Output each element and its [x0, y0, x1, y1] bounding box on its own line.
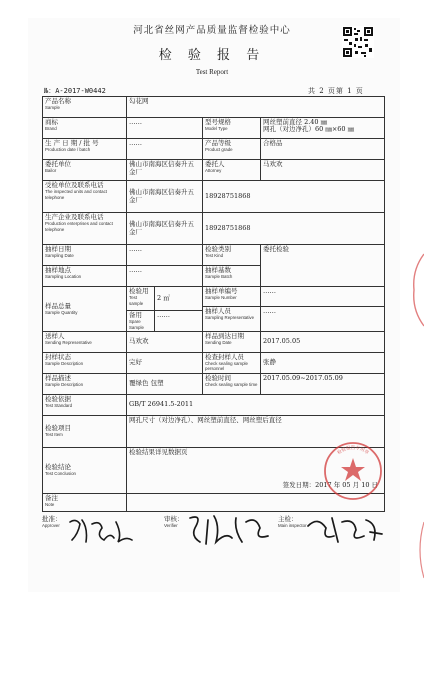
- approver-signature-icon: [66, 514, 146, 546]
- org-name: 河北省丝网产品质量监督检验中心: [133, 25, 291, 36]
- label-cell: 样品到达日期 Sending Date: [203, 331, 261, 352]
- label-cell: 产品名称 Sample: [43, 97, 127, 118]
- label-cell: 检验用 Test sample: [127, 287, 155, 311]
- value-cell: 2017.05.05: [261, 331, 385, 352]
- label-cell: 生产企业及联系电话 Production enterprises and contact telephone: [43, 213, 127, 245]
- table-row: [43, 181, 385, 213]
- value-cell: 网孔尺寸（对边净孔）、网丝塑前直径、网丝塑后直径: [127, 415, 385, 447]
- value-cell: 马欢欢: [261, 160, 385, 181]
- label-cell: 备注 Note: [43, 493, 127, 511]
- value-cell: 2017.05.09~2017.05.09: [261, 373, 385, 394]
- label-cell: 委托单位 Bailor: [43, 160, 127, 181]
- official-seal: [322, 440, 384, 502]
- label-cell: 检验类别 Test Kind: [203, 245, 261, 266]
- value-cell: 佛山市南海区信奏升五金厂: [127, 181, 203, 213]
- table-row: [43, 394, 385, 415]
- table-row: [43, 287, 385, 307]
- value-cell: 佛山市南海区信奏升五金厂: [127, 160, 203, 181]
- report-number: №：A-2017-W0442: [44, 87, 106, 95]
- label-cell: 抽样日期 Sampling Date: [43, 245, 127, 266]
- label-cell: 委托人 Attorney: [203, 160, 261, 181]
- label-cell: 检验项目 Test Item: [43, 415, 127, 447]
- label-cell: 型号规格 Model Type: [203, 118, 261, 139]
- value-cell: 覆绿色 包塑: [127, 373, 203, 394]
- value-cell: ……: [261, 287, 385, 307]
- value-cell: 18928751868: [203, 213, 385, 245]
- value-cell: 张静: [261, 352, 385, 373]
- label-cell: 抽样人员 Sampling Representative: [203, 307, 261, 332]
- value-cell: 委托检验: [261, 245, 385, 287]
- label-cell: 检验时间 Check sealing sample time: [203, 373, 261, 394]
- value-cell: ……: [127, 245, 203, 266]
- main-inspector-signature-icon: [304, 512, 384, 546]
- issue-date: 签发日期：2017 年 05 月 10 日: [282, 481, 379, 490]
- report-title: 检 验 报 告: [158, 48, 266, 63]
- label-cell: 封样状态 Sample Description: [43, 352, 127, 373]
- value-cell: 合格品: [261, 139, 385, 160]
- table-row: [43, 160, 385, 181]
- value-cell: GB/T 26941.5-2011: [127, 394, 385, 415]
- value-cell: 佛山市南海区信奏升五金厂: [127, 213, 203, 245]
- value-cell: 勾花网: [127, 97, 385, 118]
- value-cell: 网丝塑前直径 2.40 ㎜ 网孔（对边净孔）60 ㎜×60 ㎜: [261, 118, 385, 139]
- approver-label: 批准： Approver: [42, 515, 62, 528]
- value-cell: 检验结果详见数据页 签发日期：2017 年 05 月 10 日: [127, 447, 385, 493]
- edge-seal-icon: [414, 520, 424, 580]
- value-cell: 完好: [127, 352, 203, 373]
- perforation-seal-icon: [410, 250, 424, 330]
- value-cell: ……: [155, 311, 203, 332]
- table-row: [43, 373, 385, 394]
- signature-area: [42, 512, 384, 548]
- label-cell: 抽样地点 Sampling Location: [43, 266, 127, 287]
- label-cell: 检验结论 Test Conclusion: [43, 447, 127, 493]
- table-row: [43, 139, 385, 160]
- value-cell: ……: [127, 266, 203, 287]
- value-cell: 2 ㎡: [155, 287, 203, 311]
- label-cell: 检验依据 Test Standard: [43, 394, 127, 415]
- label-cell: 检查封样人员 Check sealing sample personnel: [203, 352, 261, 373]
- label-cell: 受检单位及联系电话 The inspected units and contact telephone: [43, 181, 127, 213]
- value-cell: ……: [261, 307, 385, 332]
- value-cell: 18928751868: [203, 181, 385, 213]
- table-row: [43, 213, 385, 245]
- verifier-label: 审核： Verifier: [164, 515, 184, 528]
- page-count: 共 2 页第 1 页: [308, 87, 364, 95]
- label-cell: 样品描述 Sample Description: [43, 373, 127, 394]
- label-cell: 抽样基数 Sample Batch: [203, 266, 261, 287]
- table-row: [43, 118, 385, 139]
- report-title-en: Test Report: [195, 68, 229, 76]
- qr-code-icon: [342, 26, 374, 58]
- table-row: [43, 352, 385, 373]
- value-cell: ……: [127, 118, 203, 139]
- label-cell: 生 产 日 期 / 批 号 Production date / batch: [43, 139, 127, 160]
- label-cell: 商标 Brand: [43, 118, 127, 139]
- table-row: [43, 331, 385, 352]
- label-cell: 备用 Spare Sample: [127, 311, 155, 332]
- seal-text: 检验报告专用章: [336, 446, 370, 456]
- value-cell: ……: [127, 139, 203, 160]
- label-cell: 抽样单编号 Sample Number: [203, 287, 261, 307]
- value-cell: 马欢欢: [127, 331, 203, 352]
- main-inspector-label: 主检： Main inspector: [278, 515, 307, 528]
- table-row: [43, 245, 385, 266]
- table-row: [43, 97, 385, 118]
- verifier-signature-icon: [186, 512, 278, 546]
- label-cell: 送样人 Sending Representative: [43, 331, 127, 352]
- label-cell: 产品等级 Product grade: [203, 139, 261, 160]
- label-cell: 样品总量 Sample Quantity: [43, 287, 127, 332]
